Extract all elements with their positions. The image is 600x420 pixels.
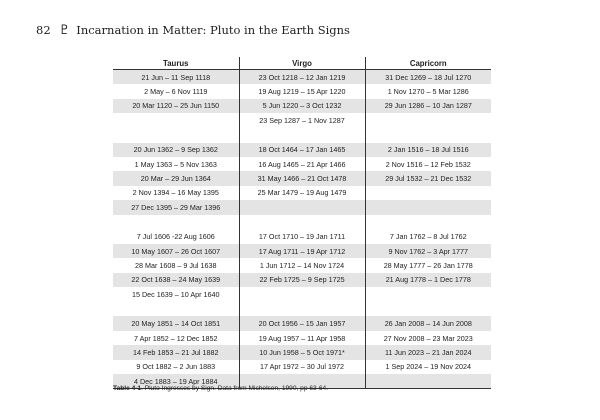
table-row bbox=[113, 230, 491, 244]
capricorn-cell bbox=[365, 287, 491, 301]
virgo-cell: 1 Jun 1712 – 14 Nov 1724 bbox=[239, 258, 365, 272]
taurus-cell: 28 Mar 1608 – 9 Jul 1638 bbox=[134, 260, 217, 270]
table-row bbox=[113, 70, 491, 85]
table-caption bbox=[113, 385, 328, 392]
capricorn-cell: 9 Nov 1762 – 3 Apr 1777 bbox=[365, 244, 491, 258]
taurus-cell: 22 Oct 1638 – 24 May 1639 bbox=[113, 273, 239, 287]
table-group-gap bbox=[113, 128, 491, 143]
virgo-cell: 23 Oct 1218 – 12 Jan 1219 bbox=[239, 70, 365, 85]
pluto-ingress-table bbox=[113, 57, 491, 388]
gap-cell bbox=[113, 128, 239, 143]
virgo-cell: 17 Apr 1972 – 30 Jul 1972 bbox=[239, 360, 365, 374]
virgo-cell: 31 May 1466 – 21 Oct 1478 bbox=[239, 171, 365, 185]
taurus-cell: 14 Feb 1853 – 21 Jul 1882 bbox=[113, 345, 239, 359]
capricorn-cell: 28 May 1777 – 26 Jan 1778 bbox=[383, 260, 473, 270]
capricorn-cell bbox=[365, 374, 491, 388]
gap-cell bbox=[239, 301, 365, 316]
table-row bbox=[113, 186, 491, 200]
table-row bbox=[113, 316, 491, 330]
pluto-symbol-icon: ♇ bbox=[58, 22, 71, 38]
capricorn-cell: 27 Nov 2008 – 23 Mar 2023 bbox=[383, 333, 473, 343]
gap-cell bbox=[113, 215, 239, 230]
table-group-gap bbox=[113, 215, 491, 230]
taurus-cell: 21 Jun – 11 Sep 1118 bbox=[113, 70, 239, 85]
virgo-cell bbox=[239, 287, 365, 301]
table-row bbox=[113, 331, 491, 345]
taurus-cell: 1 May 1363 – 5 Nov 1363 bbox=[134, 159, 217, 169]
virgo-cell: 17 Oct 1710 – 19 Jan 1711 bbox=[239, 230, 365, 244]
table-row bbox=[113, 157, 491, 171]
taurus-cell bbox=[113, 113, 239, 127]
caption-label: Table 4-1 bbox=[113, 385, 142, 392]
taurus-cell: 20 May 1851 – 14 Oct 1851 bbox=[113, 316, 239, 330]
capricorn-cell: 7 Jan 1762 – 8 Jul 1762 bbox=[389, 232, 467, 242]
table-row bbox=[113, 99, 491, 113]
virgo-cell: 19 Aug 1219 – 15 Apr 1220 bbox=[239, 84, 365, 98]
virgo-cell: 20 Oct 1956 – 15 Jan 1957 bbox=[239, 316, 365, 330]
capricorn-cell: 29 Jun 1286 – 10 Jan 1287 bbox=[365, 99, 491, 113]
capricorn-cell: 11 Jun 2023 – 21 Jan 2024 bbox=[365, 345, 491, 359]
column-header-taurus: Taurus bbox=[113, 57, 239, 70]
virgo-cell bbox=[239, 200, 365, 214]
virgo-cell: 19 Aug 1957 – 11 Apr 1958 bbox=[239, 331, 365, 345]
taurus-cell: 4 Dec 1883 – 19 Apr 1884 bbox=[113, 374, 239, 388]
table-row bbox=[113, 345, 491, 359]
virgo-cell: 17 Aug 1711 – 19 Apr 1712 bbox=[239, 244, 365, 258]
gap-cell bbox=[113, 301, 239, 316]
table-row bbox=[113, 171, 491, 185]
table-row bbox=[113, 200, 491, 214]
taurus-cell: 20 Jun 1362 – 9 Sep 1362 bbox=[113, 143, 239, 157]
page-number: 82 bbox=[36, 23, 51, 37]
capricorn-cell: 1 Nov 1270 – 5 Mar 1286 bbox=[387, 87, 469, 97]
taurus-cell: 10 May 1607 – 26 Oct 1607 bbox=[113, 244, 239, 258]
table-group-gap bbox=[113, 301, 491, 316]
taurus-cell: 2 Nov 1394 – 16 May 1395 bbox=[132, 188, 219, 198]
caption-text: . Pluto Ingresses by Sign. Data from Michelsen, 1990, pp 63-64. bbox=[141, 385, 329, 392]
taurus-cell: 9 Oct 1882 – 2 Jun 1883 bbox=[136, 362, 216, 372]
table-row bbox=[113, 143, 491, 157]
virgo-cell: 25 Mar 1479 – 19 Aug 1479 bbox=[239, 186, 365, 200]
column-header-virgo: Virgo bbox=[239, 57, 365, 70]
capricorn-cell: 2 Nov 1516 – 12 Feb 1532 bbox=[385, 159, 471, 169]
virgo-cell: 22 Feb 1725 – 9 Sep 1725 bbox=[239, 273, 365, 287]
table-row bbox=[113, 258, 491, 272]
chapter-title: Incarnation in Matter: Pluto in the Earth Signs bbox=[76, 23, 350, 37]
capricorn-cell: 31 Dec 1269 – 18 Jul 1270 bbox=[365, 70, 491, 85]
table-body bbox=[113, 70, 491, 389]
virgo-cell: 23 Sep 1287 – 1 Nov 1287 bbox=[239, 113, 365, 127]
taurus-cell: 20 Mar 1120 – 25 Jun 1150 bbox=[113, 99, 239, 113]
ingress-table-container bbox=[113, 57, 491, 389]
taurus-cell: 7 Apr 1852 – 12 Dec 1852 bbox=[133, 333, 218, 343]
capricorn-cell bbox=[365, 186, 491, 200]
table-header-row bbox=[113, 57, 491, 70]
table-row bbox=[113, 113, 491, 127]
gap-cell bbox=[365, 128, 491, 143]
taurus-cell: 15 Dec 1639 – 10 Apr 1640 bbox=[131, 289, 220, 299]
page-header bbox=[36, 22, 350, 38]
taurus-cell: 27 Dec 1395 – 29 Mar 1396 bbox=[113, 200, 239, 214]
capricorn-cell: 2 Jan 1516 – 18 Jul 1516 bbox=[365, 143, 491, 157]
taurus-cell: 7 Jul 1606 -22 Aug 1606 bbox=[136, 232, 215, 242]
virgo-cell: 16 Aug 1465 – 21 Apr 1466 bbox=[239, 157, 365, 171]
taurus-cell: 20 Mar – 29 Jun 1364 bbox=[113, 171, 239, 185]
gap-cell bbox=[239, 128, 365, 143]
column-header-capricorn: Capricorn bbox=[365, 57, 491, 70]
taurus-cell: 2 May – 6 Nov 1119 bbox=[144, 87, 208, 97]
capricorn-cell bbox=[365, 200, 491, 214]
table-row bbox=[113, 360, 491, 374]
capricorn-cell: 21 Aug 1778 – 1 Dec 1778 bbox=[365, 273, 491, 287]
gap-cell bbox=[365, 215, 491, 230]
virgo-cell: 18 Oct 1464 – 17 Jan 1465 bbox=[239, 143, 365, 157]
capricorn-cell: 26 Jan 2008 – 14 Jun 2008 bbox=[365, 316, 491, 330]
table-row bbox=[113, 244, 491, 258]
gap-cell bbox=[365, 301, 491, 316]
table-row bbox=[113, 287, 491, 301]
table-row bbox=[113, 84, 491, 98]
virgo-cell: 5 Jun 1220 – 3 Oct 1232 bbox=[239, 99, 365, 113]
table-row bbox=[113, 273, 491, 287]
capricorn-cell: 1 Sep 2024 – 19 Nov 2024 bbox=[385, 362, 472, 372]
capricorn-cell: 29 Jul 1532 – 21 Dec 1532 bbox=[365, 171, 491, 185]
virgo-cell: 10 Jun 1958 – 5 Oct 1971* bbox=[239, 345, 365, 359]
gap-cell bbox=[239, 215, 365, 230]
capricorn-cell bbox=[365, 113, 491, 127]
